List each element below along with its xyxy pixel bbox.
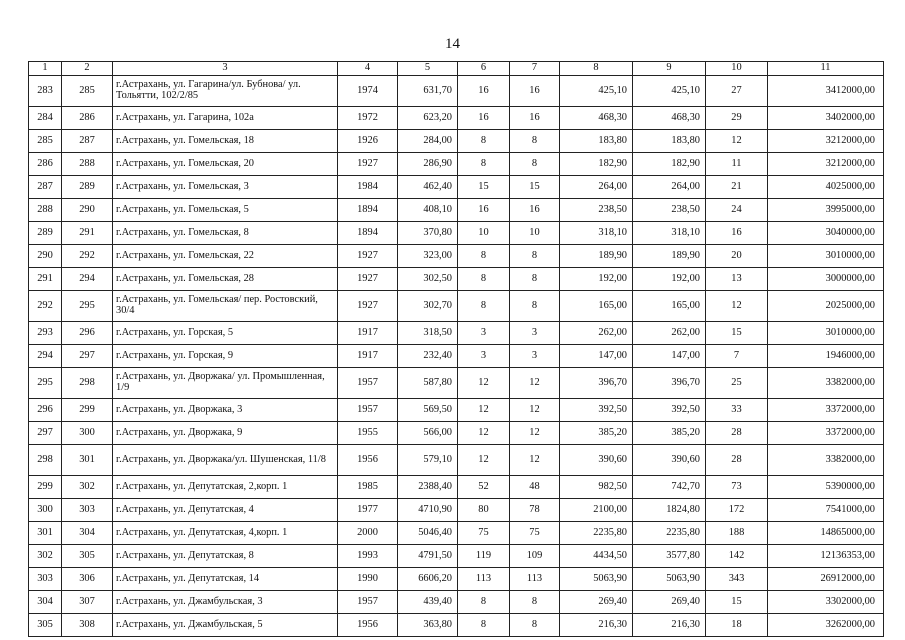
table-cell: 1984 — [338, 176, 398, 199]
table-cell: 113 — [510, 568, 560, 591]
table-cell: 3 — [510, 345, 560, 368]
table-cell: 3577,80 — [633, 545, 706, 568]
table-cell: 297 — [62, 345, 113, 368]
table-cell: 12 — [510, 368, 560, 399]
table-cell: 172 — [706, 499, 768, 522]
table-cell: 4791,50 — [398, 545, 458, 568]
table-cell: 216,30 — [560, 614, 633, 637]
table-cell: 301 — [62, 445, 113, 476]
table-cell: 296 — [62, 322, 113, 345]
table-cell: 12 — [458, 368, 510, 399]
table-row — [29, 222, 884, 245]
table-cell: г.Астрахань, ул. Гагарина/ул. Бубнова/ ул. Тольятти, 102/2/85 — [113, 76, 338, 107]
table-row — [29, 399, 884, 422]
table-cell: 305 — [62, 545, 113, 568]
table-cell: 3382000,00 — [768, 368, 884, 399]
table-cell: 192,00 — [560, 268, 633, 291]
table-cell: 300 — [29, 499, 62, 522]
table-cell: 119 — [458, 545, 510, 568]
table-cell: 8 — [458, 591, 510, 614]
table-cell: 294 — [62, 268, 113, 291]
table-cell: 318,10 — [633, 222, 706, 245]
table-cell: 1894 — [338, 199, 398, 222]
table-cell: 1957 — [338, 591, 398, 614]
table-cell: 1824,80 — [633, 499, 706, 522]
table-cell: 2025000,00 — [768, 291, 884, 322]
table-cell: 392,50 — [560, 399, 633, 422]
table-cell: 3000000,00 — [768, 268, 884, 291]
table-cell: 3010000,00 — [768, 322, 884, 345]
table-cell: 1957 — [338, 399, 398, 422]
table-cell: 3372000,00 — [768, 399, 884, 422]
table-cell: 165,00 — [560, 291, 633, 322]
column-header: 2 — [62, 62, 113, 76]
table-cell: 5063,90 — [633, 568, 706, 591]
table-cell: 189,90 — [560, 245, 633, 268]
table-cell: 1946000,00 — [768, 345, 884, 368]
table-cell: 2000 — [338, 522, 398, 545]
table-cell: 1956 — [338, 614, 398, 637]
table-cell: 306 — [62, 568, 113, 591]
table-cell: 12 — [706, 291, 768, 322]
table-cell: 287 — [29, 176, 62, 199]
table-cell: 982,50 — [560, 476, 633, 499]
table-cell: 7 — [706, 345, 768, 368]
table-cell: 75 — [510, 522, 560, 545]
table-cell: 631,70 — [398, 76, 458, 107]
table-cell: 294 — [29, 345, 62, 368]
table-row — [29, 591, 884, 614]
table-cell: 290 — [29, 245, 62, 268]
table-cell: 462,40 — [398, 176, 458, 199]
column-header: 9 — [633, 62, 706, 76]
table-cell: 8 — [510, 130, 560, 153]
table-cell: 16 — [706, 222, 768, 245]
table-cell: 390,60 — [560, 445, 633, 476]
table-cell: 5063,90 — [560, 568, 633, 591]
table-row — [29, 130, 884, 153]
table-cell: 192,00 — [633, 268, 706, 291]
table-row — [29, 268, 884, 291]
table-cell: 1927 — [338, 268, 398, 291]
table-cell: 48 — [510, 476, 560, 499]
table-cell: г.Астрахань, ул. Гомельская, 18 — [113, 130, 338, 153]
table-cell: 147,00 — [633, 345, 706, 368]
table-cell: г.Астрахань, ул. Депутатская, 2,корп. 1 — [113, 476, 338, 499]
table-row — [29, 499, 884, 522]
table-cell: 343 — [706, 568, 768, 591]
table-cell: 3212000,00 — [768, 130, 884, 153]
table-cell: 287 — [62, 130, 113, 153]
table-cell: 742,70 — [633, 476, 706, 499]
table-row — [29, 76, 884, 107]
table-cell: 295 — [29, 368, 62, 399]
table-cell: 299 — [62, 399, 113, 422]
table-cell: 1972 — [338, 107, 398, 130]
table-cell: 80 — [458, 499, 510, 522]
table-cell: 1917 — [338, 322, 398, 345]
table-cell: 10 — [510, 222, 560, 245]
column-header: 4 — [338, 62, 398, 76]
table-cell: 8 — [510, 153, 560, 176]
table-cell: 1955 — [338, 422, 398, 445]
table-cell: 439,40 — [398, 591, 458, 614]
table-row — [29, 322, 884, 345]
table-cell: 363,80 — [398, 614, 458, 637]
table-cell: 11 — [706, 153, 768, 176]
table-row — [29, 422, 884, 445]
table-cell: 425,10 — [560, 76, 633, 107]
table-cell: 8 — [510, 614, 560, 637]
table-cell: 295 — [62, 291, 113, 322]
table-cell: г.Астрахань, ул. Гомельская, 5 — [113, 199, 338, 222]
table-cell: 323,00 — [398, 245, 458, 268]
table-cell: 28 — [706, 422, 768, 445]
table-cell: 385,20 — [633, 422, 706, 445]
table-cell: 182,90 — [633, 153, 706, 176]
table-cell: 408,10 — [398, 199, 458, 222]
table-row — [29, 245, 884, 268]
table-cell: 262,00 — [633, 322, 706, 345]
table-cell: 27 — [706, 76, 768, 107]
table-cell: 262,00 — [560, 322, 633, 345]
table-cell: 12 — [706, 130, 768, 153]
table-cell: г.Астрахань, ул. Гомельская, 28 — [113, 268, 338, 291]
column-header: 5 — [398, 62, 458, 76]
table-cell: 298 — [29, 445, 62, 476]
table-cell: 109 — [510, 545, 560, 568]
table-cell: 1993 — [338, 545, 398, 568]
table-cell: 16 — [458, 76, 510, 107]
housing-register-table — [28, 61, 884, 637]
table-cell: 269,40 — [633, 591, 706, 614]
table-cell: 579,10 — [398, 445, 458, 476]
table-cell: г.Астрахань, ул. Гомельская/ пер. Ростовский, 30/4 — [113, 291, 338, 322]
table-cell: 390,60 — [633, 445, 706, 476]
table-cell: 1977 — [338, 499, 398, 522]
table-cell: 305 — [29, 614, 62, 637]
table-cell: 623,20 — [398, 107, 458, 130]
table-cell: 25 — [706, 368, 768, 399]
column-header: 8 — [560, 62, 633, 76]
table-cell: 289 — [62, 176, 113, 199]
table-cell: 1926 — [338, 130, 398, 153]
table-cell: 8 — [458, 614, 510, 637]
page-number: 14 — [445, 36, 460, 52]
table-cell: 12 — [458, 399, 510, 422]
table-cell: 569,50 — [398, 399, 458, 422]
table-cell: 3212000,00 — [768, 153, 884, 176]
table-cell: 165,00 — [633, 291, 706, 322]
table-cell: 15 — [510, 176, 560, 199]
table-cell: 12 — [510, 422, 560, 445]
table-cell: 12 — [458, 422, 510, 445]
table-cell: 302 — [62, 476, 113, 499]
table-cell: 147,00 — [560, 345, 633, 368]
table-cell: 8 — [510, 591, 560, 614]
table-cell: 6606,20 — [398, 568, 458, 591]
table-cell: г.Астрахань, ул. Дворжака, 3 — [113, 399, 338, 422]
table-cell: г.Астрахань, ул. Гомельская, 20 — [113, 153, 338, 176]
table-cell: 3412000,00 — [768, 76, 884, 107]
table-cell: 183,80 — [633, 130, 706, 153]
table-cell: 425,10 — [633, 76, 706, 107]
table-cell: 1956 — [338, 445, 398, 476]
table-cell: 2100,00 — [560, 499, 633, 522]
table-cell: 3262000,00 — [768, 614, 884, 637]
table-cell: 1927 — [338, 291, 398, 322]
table-cell: 14865000,00 — [768, 522, 884, 545]
table-cell: 52 — [458, 476, 510, 499]
table-cell: 308 — [62, 614, 113, 637]
table-cell: 396,70 — [560, 368, 633, 399]
table-cell: 142 — [706, 545, 768, 568]
table-cell: 587,80 — [398, 368, 458, 399]
table-row — [29, 568, 884, 591]
table-cell: 15 — [706, 322, 768, 345]
table-cell: 264,00 — [560, 176, 633, 199]
table-cell: 3010000,00 — [768, 245, 884, 268]
table-cell: 26912000,00 — [768, 568, 884, 591]
table-cell: 296 — [29, 399, 62, 422]
table-cell: 298 — [62, 368, 113, 399]
table-cell: 1985 — [338, 476, 398, 499]
table-cell: г.Астрахань, ул. Гомельская, 22 — [113, 245, 338, 268]
table-cell: 2235,80 — [633, 522, 706, 545]
table-cell: г.Астрахань, ул. Гомельская, 3 — [113, 176, 338, 199]
table-cell: 24 — [706, 199, 768, 222]
table-row — [29, 445, 884, 476]
table-cell: 284 — [29, 107, 62, 130]
table-cell: 5390000,00 — [768, 476, 884, 499]
table-cell: 29 — [706, 107, 768, 130]
table-cell: 182,90 — [560, 153, 633, 176]
table-cell: 307 — [62, 591, 113, 614]
header-row — [29, 62, 884, 76]
table-row — [29, 291, 884, 322]
table-cell: г.Астрахань, ул. Депутатская, 4 — [113, 499, 338, 522]
table-cell: 8 — [458, 291, 510, 322]
table-cell: 3 — [458, 322, 510, 345]
table-cell: 15 — [706, 591, 768, 614]
table-cell: 304 — [62, 522, 113, 545]
table-cell: 302,50 — [398, 268, 458, 291]
table-cell: 1957 — [338, 368, 398, 399]
table-cell: 284,00 — [398, 130, 458, 153]
table-cell: г.Астрахань, ул. Дворжака, 9 — [113, 422, 338, 445]
column-header: 6 — [458, 62, 510, 76]
table-cell: 15 — [458, 176, 510, 199]
table-cell: 75 — [458, 522, 510, 545]
table-cell: 370,80 — [398, 222, 458, 245]
table-cell: 33 — [706, 399, 768, 422]
column-header: 1 — [29, 62, 62, 76]
table-cell: 188 — [706, 522, 768, 545]
table-cell: 2235,80 — [560, 522, 633, 545]
table-cell: г.Астрахань, ул. Гагарина, 102а — [113, 107, 338, 130]
table-cell: 318,10 — [560, 222, 633, 245]
table-cell: 292 — [62, 245, 113, 268]
table-row — [29, 345, 884, 368]
table-cell: 16 — [458, 199, 510, 222]
table-cell: г.Астрахань, ул. Горская, 9 — [113, 345, 338, 368]
table-cell: 283 — [29, 76, 62, 107]
table-cell: 385,20 — [560, 422, 633, 445]
table-cell: г.Астрахань, ул. Депутатская, 14 — [113, 568, 338, 591]
table-cell: 299 — [29, 476, 62, 499]
table-cell: 7541000,00 — [768, 499, 884, 522]
table-cell: 8 — [458, 245, 510, 268]
table-cell: 16 — [458, 107, 510, 130]
table-cell: 12136353,00 — [768, 545, 884, 568]
table-cell: 286 — [29, 153, 62, 176]
table-cell: г.Астрахань, ул. Джамбульская, 5 — [113, 614, 338, 637]
table-cell: 468,30 — [633, 107, 706, 130]
table-cell: 13 — [706, 268, 768, 291]
column-header: 3 — [113, 62, 338, 76]
table-row — [29, 199, 884, 222]
table-row — [29, 368, 884, 399]
table-cell: 303 — [29, 568, 62, 591]
table-cell: 1894 — [338, 222, 398, 245]
table-cell: 3372000,00 — [768, 422, 884, 445]
table-cell: 293 — [29, 322, 62, 345]
table-cell: г.Астрахань, ул. Горская, 5 — [113, 322, 338, 345]
table-cell: 289 — [29, 222, 62, 245]
table-cell: 113 — [458, 568, 510, 591]
table-cell: 8 — [458, 153, 510, 176]
table-cell: 396,70 — [633, 368, 706, 399]
table-cell: 20 — [706, 245, 768, 268]
table-cell: 2388,40 — [398, 476, 458, 499]
table-cell: 1917 — [338, 345, 398, 368]
table-cell: 269,40 — [560, 591, 633, 614]
table-body — [29, 76, 884, 637]
table-cell: 28 — [706, 445, 768, 476]
table-cell: 238,50 — [633, 199, 706, 222]
table-cell: 232,40 — [398, 345, 458, 368]
table-cell: 3402000,00 — [768, 107, 884, 130]
table-cell: 285 — [62, 76, 113, 107]
table-row — [29, 545, 884, 568]
table-cell: 8 — [510, 291, 560, 322]
table-cell: 286 — [62, 107, 113, 130]
table-row — [29, 176, 884, 199]
table-cell: 1927 — [338, 153, 398, 176]
table-cell: г.Астрахань, ул. Джамбульская, 3 — [113, 591, 338, 614]
table-cell: 238,50 — [560, 199, 633, 222]
table-cell: 73 — [706, 476, 768, 499]
table-cell: 21 — [706, 176, 768, 199]
table-cell: 288 — [29, 199, 62, 222]
table-cell: 16 — [510, 76, 560, 107]
table-cell: 4710,90 — [398, 499, 458, 522]
table-cell: 1990 — [338, 568, 398, 591]
table-cell: 302,70 — [398, 291, 458, 322]
table-cell: 303 — [62, 499, 113, 522]
table-cell: 3382000,00 — [768, 445, 884, 476]
table-cell: 3995000,00 — [768, 199, 884, 222]
table-cell: 1974 — [338, 76, 398, 107]
table-cell: 216,30 — [633, 614, 706, 637]
table-cell: 297 — [29, 422, 62, 445]
table-cell: 468,30 — [560, 107, 633, 130]
table-cell: 189,90 — [633, 245, 706, 268]
table-cell: 392,50 — [633, 399, 706, 422]
table-cell: 4434,50 — [560, 545, 633, 568]
table-cell: 5046,40 — [398, 522, 458, 545]
table-cell: 301 — [29, 522, 62, 545]
table-row — [29, 107, 884, 130]
table-cell: 16 — [510, 199, 560, 222]
table-cell: 286,90 — [398, 153, 458, 176]
table-cell: 1927 — [338, 245, 398, 268]
table-cell: 8 — [458, 130, 510, 153]
table-cell: 264,00 — [633, 176, 706, 199]
table-cell: 288 — [62, 153, 113, 176]
table-cell: г.Астрахань, ул. Депутатская, 8 — [113, 545, 338, 568]
table-cell: 4025000,00 — [768, 176, 884, 199]
table-cell: 3302000,00 — [768, 591, 884, 614]
table-cell: 290 — [62, 199, 113, 222]
table-cell: 8 — [510, 245, 560, 268]
table-row — [29, 153, 884, 176]
table-cell: г.Астрахань, ул. Гомельская, 8 — [113, 222, 338, 245]
table-cell: 291 — [62, 222, 113, 245]
table-cell: 16 — [510, 107, 560, 130]
table-cell: 12 — [510, 399, 560, 422]
table-cell: 10 — [458, 222, 510, 245]
table-cell: 3 — [458, 345, 510, 368]
table-cell: 292 — [29, 291, 62, 322]
table-cell: г.Астрахань, ул. Дворжака/ул. Шушенская, 11/8 — [113, 445, 338, 476]
table-cell: 291 — [29, 268, 62, 291]
table-cell: 8 — [458, 268, 510, 291]
table-cell: 318,50 — [398, 322, 458, 345]
table-cell: 12 — [510, 445, 560, 476]
table-cell: 285 — [29, 130, 62, 153]
table-cell: 3040000,00 — [768, 222, 884, 245]
table-cell: 78 — [510, 499, 560, 522]
table-cell: 302 — [29, 545, 62, 568]
table-cell: 183,80 — [560, 130, 633, 153]
table-row — [29, 614, 884, 637]
table-row — [29, 476, 884, 499]
table-cell: 304 — [29, 591, 62, 614]
table-cell: 300 — [62, 422, 113, 445]
column-header: 10 — [706, 62, 768, 76]
table-cell: г.Астрахань, ул. Депутатская, 4,корп. 1 — [113, 522, 338, 545]
column-header: 11 — [768, 62, 884, 76]
column-header: 7 — [510, 62, 560, 76]
table-cell: 566,00 — [398, 422, 458, 445]
table-row — [29, 522, 884, 545]
table-cell: 8 — [510, 268, 560, 291]
table-cell: 3 — [510, 322, 560, 345]
table-cell: 18 — [706, 614, 768, 637]
table-cell: г.Астрахань, ул. Дворжака/ ул. Промышленная, 1/9 — [113, 368, 338, 399]
table-cell: 12 — [458, 445, 510, 476]
